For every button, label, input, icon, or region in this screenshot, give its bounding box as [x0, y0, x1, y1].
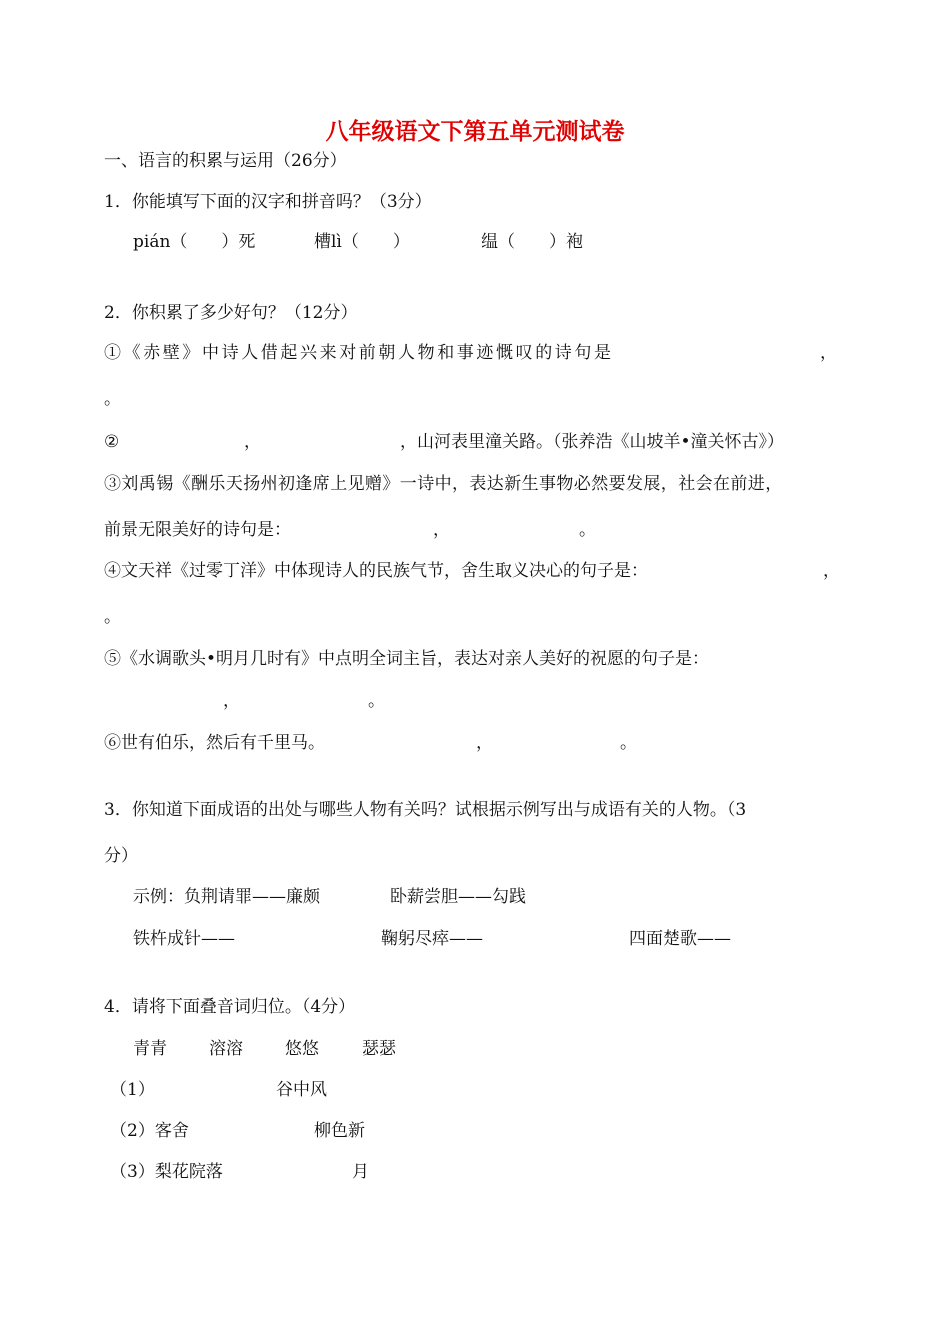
question-2-line: ⑥世有伯乐，然后有千里马。 — [104, 733, 325, 753]
question-2-line: 。 — [104, 389, 121, 409]
question-4-sentence: （3）梨花院落 — [110, 1162, 223, 1182]
question-4-word: 瑟瑟 — [362, 1039, 396, 1059]
question-2-line: 。 — [620, 733, 637, 753]
question-4-sentence: （2）客舍 — [110, 1121, 189, 1141]
question-2-line: ， — [433, 520, 450, 540]
question-2-line: ④文天祥《过零丁洋》中体现诗人的民族气节，舍生取义决心的句子是： — [104, 561, 648, 581]
question-4-sentence: 月 — [352, 1162, 369, 1182]
question-4-word: 溶溶 — [209, 1039, 243, 1059]
question-2-line: 前景无限美好的诗句是： — [104, 520, 291, 540]
question-2-line: ③刘禹锡《酬乐天扬州初逢席上见赠》一诗中，表达新生事物必然要发展，社会在前进， — [104, 474, 783, 494]
question-3-example: 示例：负荆请罪——廉颇 — [133, 887, 320, 907]
question-1-item: 缊（ ）袍 — [481, 232, 583, 252]
question-1-heading: 1．你能填写下面的汉字和拼音吗？（3分） — [104, 192, 432, 212]
section-heading: 一、语言的积累与运用（26分） — [104, 151, 347, 171]
question-2-line: ，山河表里潼关路。（张养浩《山坡羊•潼关怀古》） — [400, 432, 785, 452]
question-1-item: 槽lì（ ） — [314, 232, 410, 252]
question-2-line: ， — [476, 733, 493, 753]
question-2-line: ， — [823, 561, 840, 581]
question-3-item: 鞠躬尽瘁—— — [381, 929, 483, 949]
question-3-item: 四面楚歌—— — [629, 929, 731, 949]
question-4-sentence: （1） — [110, 1080, 155, 1100]
question-4-word: 悠悠 — [285, 1039, 319, 1059]
question-4-sentence: 谷中风 — [276, 1080, 327, 1100]
question-4-sentence: 柳色新 — [314, 1121, 365, 1141]
question-3-example: 卧薪尝胆——勾践 — [390, 887, 526, 907]
question-2-line: ， — [223, 691, 240, 711]
question-2-line: ， — [820, 343, 837, 363]
question-4-word: 青青 — [133, 1039, 167, 1059]
question-2-heading: 2．你积累了多少好句？（12分） — [104, 303, 358, 323]
question-2-line: ， — [244, 432, 261, 452]
question-4-heading: 4．请将下面叠音词归位。（4分） — [104, 997, 356, 1017]
question-2-line: 。 — [368, 691, 385, 711]
question-3-heading: 分） — [104, 846, 138, 866]
question-2-line: 。 — [579, 520, 596, 540]
page-title: 八年级语文下第五单元测试卷 — [325, 118, 625, 145]
question-1-item: pián（ ）死 — [133, 232, 256, 252]
question-3-item: 铁杵成针—— — [133, 929, 235, 949]
question-2-line: ①《赤壁》中诗人借起兴来对前朝人物和事迹慨叹的诗句是 — [104, 343, 614, 363]
question-3-heading: 3．你知道下面成语的出处与哪些人物有关吗？试根据示例写出与成语有关的人物。（3 — [104, 800, 747, 820]
question-2-line: ② — [104, 432, 120, 452]
question-2-line: 。 — [104, 607, 121, 627]
question-2-line: ⑤《水调歌头•明月几时有》中点明全词主旨，表达对亲人美好的祝愿的句子是： — [104, 649, 710, 669]
